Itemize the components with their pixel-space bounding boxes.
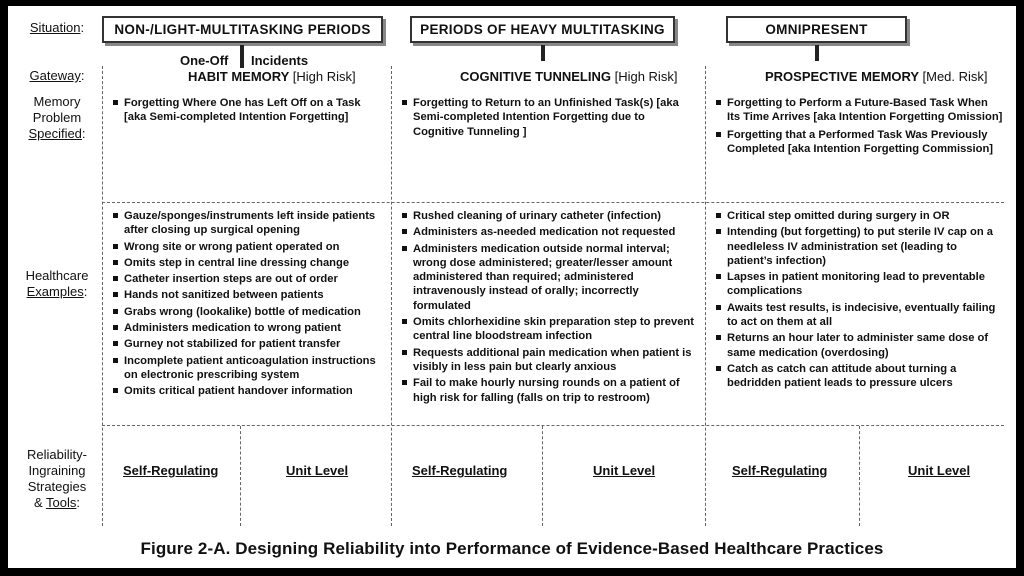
problem-list-prospective xyxy=(715,96,1003,159)
strategy-self-regulating: Self-Regulating xyxy=(412,463,508,478)
example-item: Fail to make hourly nursing rounds on a patient of high risk for falling (falls on trip to restroom) xyxy=(401,376,699,405)
connector-stem xyxy=(541,45,545,61)
problem-list-habit xyxy=(112,96,376,128)
strategy-self-regulating: Self-Regulating xyxy=(123,463,219,478)
gateway-habit-memory: HABIT MEMORY [High Risk] xyxy=(188,69,356,84)
column-divider xyxy=(240,426,241,526)
connector-stem xyxy=(240,45,244,68)
example-item: Omits step in central line dressing change xyxy=(112,256,388,270)
label-healthcare-examples: Healthcare Examples: xyxy=(25,268,89,299)
column-divider xyxy=(859,426,860,526)
incidents-label: Incidents xyxy=(251,53,309,68)
example-list-prospective xyxy=(715,209,1005,393)
example-item: Wrong site or wrong patient operated on xyxy=(112,240,388,254)
example-item: Intending (but forgetting) to put sterile IV cap on a needleless IV administration set (leading to patient’s infection) xyxy=(715,225,1005,268)
example-item: Omits critical patient handover information xyxy=(112,384,388,398)
example-item: Administers as-needed medication not requested xyxy=(401,225,699,239)
example-list-tunneling xyxy=(401,209,699,407)
row-divider xyxy=(102,425,1004,426)
one-off-label: One-Off xyxy=(180,53,229,68)
example-item: Administers medication to wrong patient xyxy=(112,321,388,335)
problem-item: Forgetting to Perform a Future-Based Task When Its Time Arrives [aka Intention Forgetting Omission] xyxy=(715,96,1003,125)
column-divider xyxy=(705,66,706,526)
example-item: Omits chlorhexidine skin preparation step to prevent central line bloodstream infection xyxy=(401,315,699,344)
gateway-cognitive-tunneling: COGNITIVE TUNNELING [High Risk] xyxy=(460,69,678,84)
column-divider xyxy=(102,66,103,526)
example-item: Rushed cleaning of urinary catheter (infection) xyxy=(401,209,699,223)
problem-item: Forgetting that a Performed Task Was Previously Completed [aka Intention Forgetting Commission] xyxy=(715,128,1003,157)
example-item: Requests additional pain medication when patient is visibly in less pain but clearly anxious xyxy=(401,346,699,375)
label-gateway: Gateway: xyxy=(29,68,85,83)
problem-list-tunneling xyxy=(401,96,687,142)
gateway-prospective-memory: PROSPECTIVE MEMORY [Med. Risk] xyxy=(765,69,988,84)
label-situation: Situation: xyxy=(29,20,85,35)
strategy-self-regulating: Self-Regulating xyxy=(732,463,828,478)
example-item: Critical step omitted during surgery in OR xyxy=(715,209,1005,223)
strategy-unit-level: Unit Level xyxy=(908,463,971,478)
example-item: Catch as catch can attitude about turning a bedridden patient leads to pressure ulcers xyxy=(715,362,1005,391)
label-memory-problem: Memory Problem Specified: xyxy=(28,94,86,141)
situation-box-light-multitasking: NON-/LIGHT-MULTITASKING PERIODS xyxy=(102,16,383,43)
problem-item: Forgetting Where One has Left Off on a Task [aka Semi-completed Intention Forgetting] xyxy=(112,96,376,125)
example-item: Catheter insertion steps are out of order xyxy=(112,272,388,286)
problem-item: Forgetting to Return to an Unfinished Task(s) [aka Semi-completed Intention Forgetting due to Cognitive Tunneling ] xyxy=(401,96,687,139)
tools-label: Tools xyxy=(46,495,77,510)
example-item: Grabs wrong (lookalike) bottle of medication xyxy=(112,305,388,319)
strategy-unit-level: Unit Level xyxy=(286,463,349,478)
situation-box-heavy-multitasking: PERIODS OF HEAVY MULTITASKING xyxy=(410,16,675,43)
example-item: Hands not sanitized between patients xyxy=(112,288,388,302)
example-item: Returns an hour later to administer same dose of same medication (overdosing) xyxy=(715,331,1005,360)
figure-canvas xyxy=(8,6,1016,568)
example-list-habit xyxy=(112,209,388,401)
column-divider xyxy=(542,426,543,526)
example-item: Lapses in patient monitoring lead to preventable complications xyxy=(715,270,1005,299)
example-item: Awaits test results, is indecisive, eventually failing to act on them at all xyxy=(715,301,1005,330)
example-item: Gauze/sponges/instruments left inside patients after closing up surgical opening xyxy=(112,209,388,238)
label-reliability-strategies: Reliability- Ingraining Strategies & Tools: xyxy=(27,447,87,510)
column-divider xyxy=(391,66,392,526)
example-item: Gurney not stabilized for patient transfer xyxy=(112,337,388,351)
strategy-unit-level: Unit Level xyxy=(593,463,656,478)
row-divider xyxy=(102,202,1004,203)
situation-box-omnipresent: OMNIPRESENT xyxy=(726,16,907,43)
example-item: Administers medication outside normal interval; wrong dose administered; greater/lesser amount administered than required; administered intravenously instead of orally; incorrectly formulated xyxy=(401,242,699,313)
connector-stem xyxy=(815,45,819,61)
figure-caption: Figure 2-A. Designing Reliability into Performance of Evidence-Based Healthcare Practices xyxy=(140,539,884,558)
example-item: Incomplete patient anticoagulation instructions on electronic prescribing system xyxy=(112,354,388,383)
